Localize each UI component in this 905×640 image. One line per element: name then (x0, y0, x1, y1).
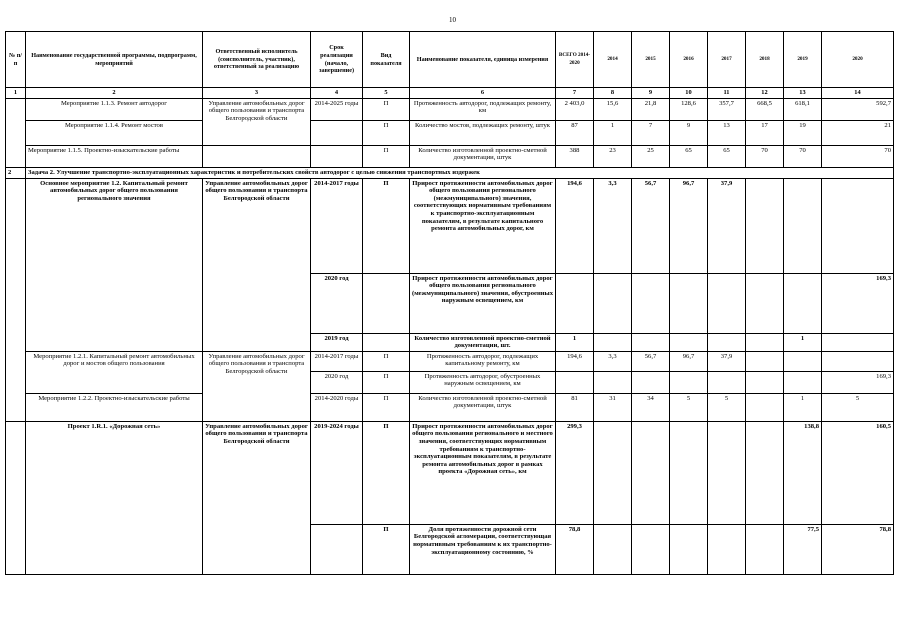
row-indicator: Количество изготовленной проектно-сметной документации, штук (410, 393, 556, 421)
table-row (6, 393, 894, 421)
row-term: 2019-2024 годы (311, 421, 363, 524)
col-number: 9 (632, 88, 670, 99)
row-indicator: Протяженность автодорог, обустроенных наружным освещением, км (410, 371, 556, 393)
row-value: 5 (822, 393, 894, 421)
row-value: 5 (670, 393, 708, 421)
col-number: 11 (708, 88, 746, 99)
col-number: 3 (203, 88, 311, 99)
row-term: 2014-2017 годы (311, 178, 363, 273)
row-value: 21,8 (632, 98, 670, 120)
row-term: 2020 год (311, 273, 363, 333)
row-value: 78,8 (556, 524, 594, 574)
row-value: 34 (632, 393, 670, 421)
row-value: 1 (784, 333, 822, 351)
row-value: 96,7 (670, 351, 708, 371)
header-num: № п/п (6, 32, 26, 88)
row-value: 87 (556, 120, 594, 145)
row-type: П (363, 351, 410, 371)
row-value: 1 (594, 120, 632, 145)
row-executor: Управление автомобильных дорог общего пользования и транспорта Белгородской области (203, 421, 311, 574)
table-row (6, 120, 894, 145)
table-row (6, 145, 894, 167)
row-value: 3,3 (594, 178, 632, 273)
table-row (6, 98, 894, 120)
row-term: 2020 год (311, 371, 363, 393)
header-year: 2020 (822, 32, 894, 88)
row-indicator: Протяженность автодорог, подлежащих ремонту, км (410, 98, 556, 120)
col-number: 12 (746, 88, 784, 99)
col-number: 6 (410, 88, 556, 99)
row-value: 37,9 (708, 178, 746, 273)
header-executor: Ответственный исполнитель (соисполнитель, участник), ответственный за реализацию (203, 32, 311, 88)
row-value: 78,8 (822, 524, 894, 574)
header-year: 2016 (670, 32, 708, 88)
row-value: 19 (784, 120, 822, 145)
row-type: П (363, 120, 410, 145)
row-type: П (363, 393, 410, 421)
row-value: 138,8 (784, 421, 822, 524)
col-number: 1 (6, 88, 26, 99)
col-number: 7 (556, 88, 594, 99)
header-year: 2014 (594, 32, 632, 88)
row-indicator: Протяженность автодорог, подлежащих капитальному ремонту, км (410, 351, 556, 371)
col-number: 8 (594, 88, 632, 99)
header-year: 2015 (632, 32, 670, 88)
table-row (6, 421, 894, 524)
row-value: 70 (746, 145, 784, 167)
row-value: 65 (708, 145, 746, 167)
table-row (6, 178, 894, 273)
header-year: 2019 (784, 32, 822, 88)
indicators-table (5, 31, 894, 575)
col-number: 5 (363, 88, 410, 99)
row-type: П (363, 371, 410, 393)
row-indicator: Прирост протяженности автомобильных дорог общего пользования регионального и местного значения, соответствующих нормативным требованиям к транспортно-эксплуатационным показателям, в результате ремонта автомобильных дорог в рамках проекта «Дорожная сеть», км (410, 421, 556, 524)
row-value: 31 (594, 393, 632, 421)
column-numbers-row (6, 88, 894, 99)
row-value: 160,5 (822, 421, 894, 524)
row-name: Мероприятие 1.1.5. Проектно-изыскательские работы (26, 145, 203, 167)
header-type: Вид показателя (363, 32, 410, 88)
col-number: 4 (311, 88, 363, 99)
row-name: Мероприятие 1.1.4. Ремонт мостов (26, 120, 203, 145)
row-value: 3,3 (594, 351, 632, 371)
col-number: 13 (784, 88, 822, 99)
row-value: 7 (632, 120, 670, 145)
row-value: 56,7 (632, 351, 670, 371)
row-value: 37,9 (708, 351, 746, 371)
row-value: 194,6 (556, 351, 594, 371)
row-type: П (363, 524, 410, 574)
row-name: Мероприятие 1.2.2. Проектно-изыскательские работы (26, 393, 203, 421)
row-name: Мероприятие 1.1.3. Ремонт автодорог (26, 98, 203, 120)
task-row (6, 167, 894, 178)
row-name: Основное мероприятие 1.2. Капитальный ремонт автомобильных дорог общего пользования регионального значения (26, 178, 203, 351)
row-term: 2019 год (311, 333, 363, 351)
row-value: 169,3 (822, 371, 894, 393)
row-value: 23 (594, 145, 632, 167)
row-value: 5 (708, 393, 746, 421)
row-value: 388 (556, 145, 594, 167)
page-number: 10 (449, 16, 456, 24)
row-type: П (363, 98, 410, 120)
row-value: 1 (556, 333, 594, 351)
header-term: Срок реализации (начало, завершение) (311, 32, 363, 88)
row-value: 618,1 (784, 98, 822, 120)
task-title: Задача 2. Улучшение транспортно-эксплуатационных характеристик и потребительских свойств автодорог с целью снижения транспортных издержек (26, 167, 894, 178)
row-value: 194,6 (556, 178, 594, 273)
row-value: 169,3 (822, 273, 894, 333)
row-value: 65 (670, 145, 708, 167)
header-indicator: Наименование показателя, единица измерения (410, 32, 556, 88)
row-indicator: Количество изготовленной проектно-сметной документации, штук (410, 145, 556, 167)
row-name: Мероприятие 1.2.1. Капитальный ремонт автомобильных дорог и мостов общего пользования (26, 351, 203, 393)
row-term: 2014-2025 годы (311, 98, 363, 120)
row-value: 668,5 (746, 98, 784, 120)
header-year: 2018 (746, 32, 784, 88)
row-value: 1 (784, 393, 822, 421)
row-indicator: Прирост протяженности автомобильных дорог общего пользования регионального (межмуниципального) значения, соответствующих нормативным требованиям к транспортно-эксплуатационным показателям, в результате капитального ремонта автомобильных дорог, км (410, 178, 556, 273)
row-name: Проект 1.R.1. «Дорожная сеть» (26, 421, 203, 574)
col-number: 2 (26, 88, 203, 99)
row-term: 2014-2020 годы (311, 393, 363, 421)
header-year: 2017 (708, 32, 746, 88)
header-total: ВСЕГО 2014-2020 (556, 32, 594, 88)
row-type: П (363, 178, 410, 273)
row-indicator: Доля протяженности дорожной сети Белгородской агломерации, соответствующая нормативным требованиям к их транспортно-эксплуатационному состоянию, % (410, 524, 556, 574)
col-number: 14 (822, 88, 894, 99)
row-value: 592,7 (822, 98, 894, 120)
row-value: 17 (746, 120, 784, 145)
row-value: 128,6 (670, 98, 708, 120)
row-value: 96,7 (670, 178, 708, 273)
row-value: 70 (822, 145, 894, 167)
row-executor: Управление автомобильных дорог общего пользования и транспорта Белгородской области (203, 98, 311, 145)
row-value (746, 393, 784, 421)
row-value: 81 (556, 393, 594, 421)
row-value: 9 (670, 120, 708, 145)
row-type: П (363, 145, 410, 167)
row-indicator: Количество мостов, подлежащих ремонту, штук (410, 120, 556, 145)
row-indicator: Количество изготовленной проектно-сметной документации, шт. (410, 333, 556, 351)
row-value: 2 403,0 (556, 98, 594, 120)
row-type: П (363, 421, 410, 524)
row-value: 70 (784, 145, 822, 167)
row-value: 357,7 (708, 98, 746, 120)
row-value: 299,3 (556, 421, 594, 524)
table-row (6, 351, 894, 371)
row-indicator: Прирост протяженности автомобильных дорог общего пользования регионального (межмуниципального) значения, обустроенных наружным освещением, км (410, 273, 556, 333)
row-value: 13 (708, 120, 746, 145)
row-term: 2014-2017 годы (311, 351, 363, 371)
row-value: 77,5 (784, 524, 822, 574)
header-name: Наименование государственной программы, подпрограмм, мероприятий (26, 32, 203, 88)
row-executor: Управление автомобильных дорог общего пользования и транспорта Белгородской области (203, 178, 311, 351)
row-value: 15,6 (594, 98, 632, 120)
row-value: 21 (822, 120, 894, 145)
col-number: 10 (670, 88, 708, 99)
row-value: 56,7 (632, 178, 670, 273)
task-number: 2 (6, 167, 26, 178)
header-row (6, 32, 894, 88)
row-executor: Управление автомобильных дорог общего пользования и транспорта Белгородской области (203, 351, 311, 421)
row-value: 25 (632, 145, 670, 167)
